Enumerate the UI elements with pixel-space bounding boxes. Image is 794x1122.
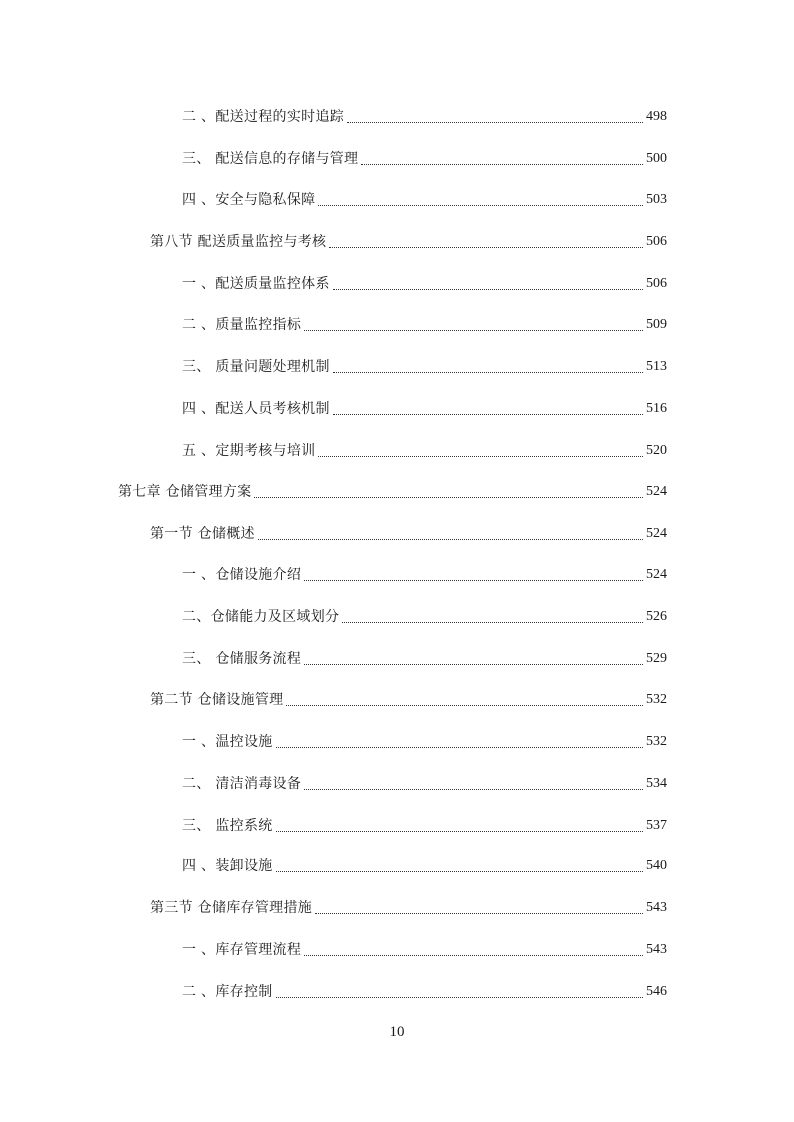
toc-entry bbox=[182, 440, 667, 462]
toc-entry bbox=[182, 273, 667, 295]
toc-entry-label: 第一节 仓储概述 bbox=[150, 526, 255, 542]
toc-dot-leader bbox=[329, 246, 643, 248]
toc-entry-label: 三、 配送信息的存储与管理 bbox=[182, 151, 359, 167]
toc-entry-label: 二 、质量监控指标 bbox=[182, 317, 302, 333]
toc-entry bbox=[182, 939, 667, 961]
toc-entry-label: 三、 监控系统 bbox=[182, 818, 273, 834]
toc-entry-page: 513 bbox=[646, 359, 667, 374]
toc-entry-page: 520 bbox=[646, 443, 667, 458]
toc-entry bbox=[182, 981, 667, 1003]
toc-entry-page: 524 bbox=[646, 526, 667, 541]
toc-entry bbox=[182, 189, 667, 211]
toc-entry-label: 第二节 仓储设施管理 bbox=[150, 692, 284, 708]
toc-entry-label: 四 、装卸设施 bbox=[182, 858, 273, 874]
toc-entry-page: 543 bbox=[646, 900, 667, 915]
page-number: 10 bbox=[389, 1024, 405, 1040]
toc-dot-leader bbox=[315, 912, 643, 914]
toc-entry-page: 534 bbox=[646, 776, 667, 791]
toc-entry-label: 一 、仓储设施介绍 bbox=[182, 567, 302, 583]
toc-dot-leader bbox=[342, 621, 643, 623]
toc-entry bbox=[182, 773, 667, 795]
toc-entry bbox=[182, 398, 667, 420]
toc-dot-leader bbox=[347, 121, 643, 123]
toc-entry bbox=[182, 815, 667, 837]
toc-entry bbox=[182, 606, 667, 628]
toc-entry-label: 一 、配送质量监控体系 bbox=[182, 276, 330, 292]
toc-entry-page: 526 bbox=[646, 609, 667, 624]
toc-entry bbox=[182, 855, 667, 877]
toc-entry bbox=[150, 523, 667, 545]
toc-entry-page: 524 bbox=[646, 484, 667, 499]
toc-entry-label: 第七章 仓储管理方案 bbox=[118, 484, 252, 500]
toc-entry-label: 第八节 配送质量监控与考核 bbox=[150, 234, 327, 250]
toc-entry-page: 516 bbox=[646, 401, 667, 416]
toc-entry-page: 509 bbox=[646, 317, 667, 332]
toc-entry bbox=[182, 564, 667, 586]
toc-entry-label: 五 、定期考核与培训 bbox=[182, 443, 316, 459]
toc-entry-label: 三、 仓储服务流程 bbox=[182, 651, 302, 667]
toc-entry-label: 二 、配送过程的实时追踪 bbox=[182, 109, 345, 125]
toc-entry-label: 一 、库存管理流程 bbox=[182, 942, 302, 958]
toc-entry bbox=[182, 106, 667, 128]
toc-dot-leader bbox=[304, 954, 643, 956]
toc-dot-leader bbox=[276, 870, 643, 872]
toc-dot-leader bbox=[304, 579, 643, 581]
toc-entry bbox=[182, 314, 667, 336]
toc-entry-page: 532 bbox=[646, 734, 667, 749]
toc-entry-label: 二、 清洁消毒设备 bbox=[182, 776, 302, 792]
toc-dot-leader bbox=[333, 413, 643, 415]
toc-entry bbox=[182, 356, 667, 378]
toc-dot-leader bbox=[333, 288, 643, 290]
toc-entry-label: 二、仓储能力及区域划分 bbox=[182, 609, 340, 625]
toc-entry bbox=[182, 148, 667, 170]
toc-dot-leader bbox=[276, 996, 643, 998]
toc-entry bbox=[150, 689, 667, 711]
toc-dot-leader bbox=[254, 496, 643, 498]
toc-entry bbox=[182, 731, 667, 753]
toc-entry-label: 第三节 仓储库存管理措施 bbox=[150, 900, 313, 916]
toc-dot-leader bbox=[333, 371, 643, 373]
toc-entry-page: 500 bbox=[646, 151, 667, 166]
toc-entry-page: 506 bbox=[646, 276, 667, 291]
toc-entry-page: 532 bbox=[646, 692, 667, 707]
toc-entry bbox=[182, 648, 667, 670]
toc-dot-leader bbox=[304, 788, 643, 790]
toc-entry-page: 506 bbox=[646, 234, 667, 249]
toc-dot-leader bbox=[318, 204, 643, 206]
toc-entry-label: 三、 质量问题处理机制 bbox=[182, 359, 330, 375]
toc-dot-leader bbox=[276, 830, 643, 832]
toc-dot-leader bbox=[361, 163, 643, 165]
toc-entry-page: 524 bbox=[646, 567, 667, 582]
toc-entry-page: 543 bbox=[646, 942, 667, 957]
toc-entry-page: 498 bbox=[646, 109, 667, 124]
toc-entry-page: 503 bbox=[646, 192, 667, 207]
toc-entry-page: 540 bbox=[646, 858, 667, 873]
toc-entry-label: 一 、温控设施 bbox=[182, 734, 273, 750]
toc-entry-label: 四 、配送人员考核机制 bbox=[182, 401, 330, 417]
toc-entry bbox=[118, 481, 667, 503]
toc-entry-page: 546 bbox=[646, 984, 667, 999]
toc-entry bbox=[150, 231, 667, 253]
toc-dot-leader bbox=[276, 746, 643, 748]
toc-entry-label: 二 、库存控制 bbox=[182, 984, 273, 1000]
toc-entry-page: 537 bbox=[646, 818, 667, 833]
toc-dot-leader bbox=[286, 704, 643, 706]
toc-dot-leader bbox=[304, 329, 643, 331]
toc-entry-label: 四 、安全与隐私保障 bbox=[182, 192, 316, 208]
toc-entry bbox=[150, 897, 667, 919]
toc-dot-leader bbox=[318, 455, 643, 457]
toc-entry-page: 529 bbox=[646, 651, 667, 666]
toc-dot-leader bbox=[304, 663, 643, 665]
toc-dot-leader bbox=[258, 538, 643, 540]
